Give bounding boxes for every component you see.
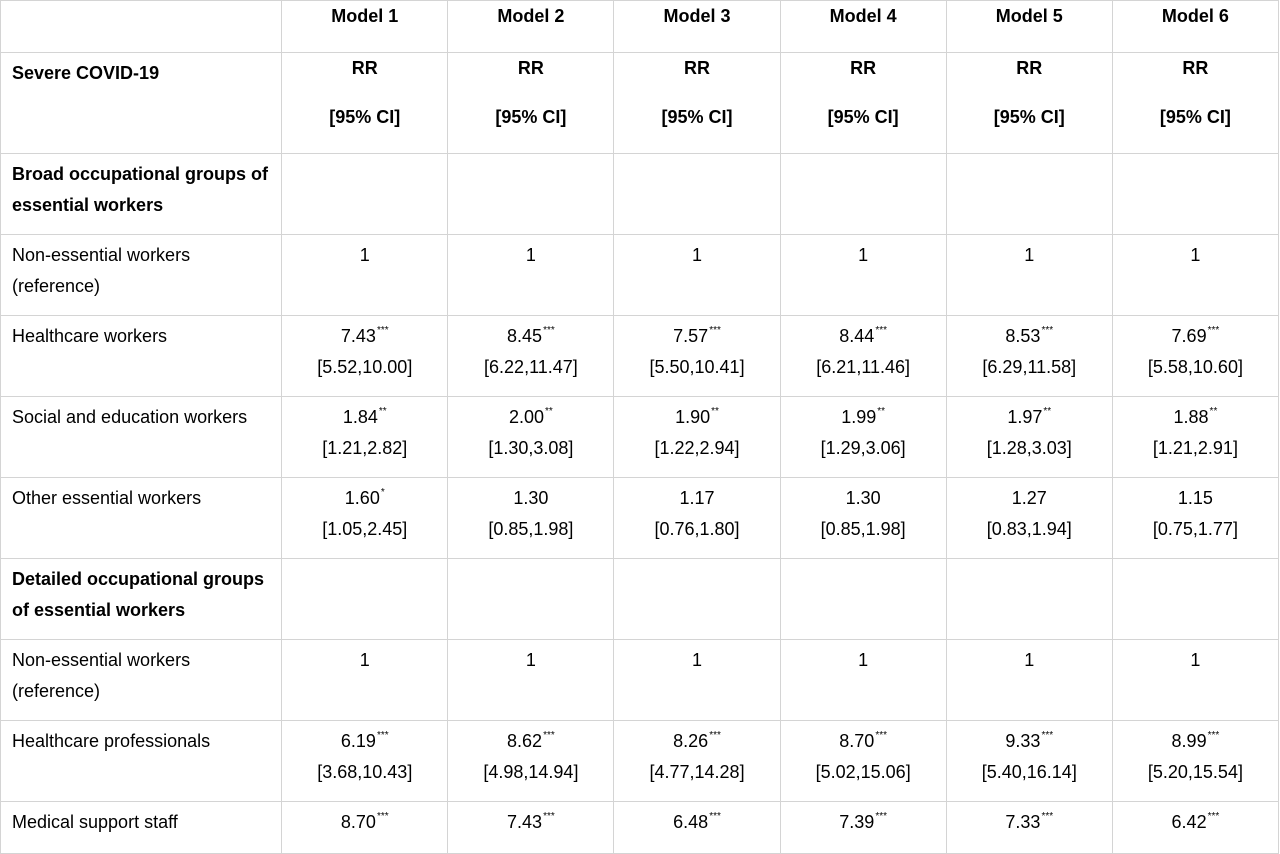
outcome-label: Severe COVID-19: [1, 53, 282, 154]
significance-marker: **: [877, 406, 886, 417]
rr-value: 8.53: [1005, 326, 1041, 346]
significance-marker: ***: [543, 730, 555, 741]
rr-value: 1: [525, 650, 536, 670]
rr-value: 9.33: [1005, 731, 1041, 751]
rr-value: 2.00: [508, 407, 545, 427]
rr-label: RR: [1182, 58, 1209, 78]
estimate-cell: [780, 478, 946, 559]
estimate-line: [448, 726, 613, 757]
empty-cell: [780, 154, 946, 235]
ci-label: [95% CI]: [1159, 107, 1231, 127]
estimate-line: [947, 321, 1112, 352]
rr-value: 7.33: [1005, 812, 1041, 832]
significance-marker: ***: [1041, 325, 1054, 336]
estimate-line: [781, 240, 946, 271]
confidence-interval: [5.50,10.41]: [649, 357, 745, 377]
estimate-cell: [1112, 316, 1278, 397]
estimate-cell: [282, 640, 448, 721]
estimate-line: [781, 726, 946, 757]
rr-value: 7.39: [839, 812, 875, 832]
confidence-interval: [6.21,11.46]: [816, 357, 911, 377]
rr-value: 7.43: [340, 326, 376, 346]
significance-marker: **: [1043, 406, 1052, 417]
estimate-line: [282, 321, 447, 352]
rr-value: 6.48: [673, 812, 709, 832]
model-header: Model 4: [780, 1, 946, 53]
rr-value: 8.45: [507, 326, 543, 346]
rr-value: 1: [692, 245, 703, 265]
table-row: [1, 397, 1279, 478]
rr-value: 6.19: [340, 731, 376, 751]
estimate-line: [1113, 483, 1278, 514]
rr-label: RR: [684, 58, 711, 78]
estimate-line: [781, 321, 946, 352]
table-row: [1, 478, 1279, 559]
table-row: [1, 721, 1279, 802]
stat-header-cell: [282, 53, 448, 154]
rr-value: 1.84: [342, 407, 378, 427]
confidence-interval: [0.76,1.80]: [654, 519, 740, 539]
estimate-cell: [780, 640, 946, 721]
estimate-line: [1113, 726, 1278, 757]
corner-cell: [1, 1, 282, 53]
significance-marker: ***: [1207, 730, 1220, 741]
estimate-line: [614, 807, 779, 838]
table-row: [1, 235, 1279, 316]
estimate-line: [614, 240, 779, 271]
estimate-cell: [448, 478, 614, 559]
significance-marker: ***: [1207, 811, 1220, 822]
rr-label: RR: [351, 58, 378, 78]
rr-value: 1.60: [344, 488, 380, 508]
rr-value: 8.70: [839, 731, 875, 751]
empty-cell: [946, 154, 1112, 235]
rr-value: 8.62: [507, 731, 543, 751]
empty-cell: [448, 559, 614, 640]
estimate-cell: [1112, 397, 1278, 478]
rr-value: 1.90: [675, 407, 711, 427]
estimate-cell: [780, 397, 946, 478]
estimate-cell: [946, 235, 1112, 316]
ci-label: [95% CI]: [329, 107, 401, 127]
rr-value: 1: [1024, 245, 1035, 265]
estimate-line: [614, 726, 779, 757]
empty-cell: [282, 154, 448, 235]
estimate-line: [614, 645, 779, 676]
section-title: Broad occupational groups of essential workers: [1, 154, 282, 235]
estimate-line: [282, 726, 447, 757]
estimate-line: [282, 483, 447, 514]
rr-value: 8.26: [673, 731, 709, 751]
stat-header-row: [1, 53, 1279, 154]
rr-value: 7.69: [1171, 326, 1207, 346]
rr-value: 1.27: [1011, 488, 1047, 508]
estimate-cell: [614, 235, 780, 316]
rr-value: 1: [1190, 650, 1201, 670]
estimate-cell: [1112, 721, 1278, 802]
estimate-line: [282, 645, 447, 676]
rr-value: 1.97: [1007, 407, 1043, 427]
confidence-interval: [1.21,2.91]: [1152, 438, 1238, 458]
ci-label: [95% CI]: [661, 107, 733, 127]
significance-marker: ***: [376, 811, 389, 822]
confidence-interval: [4.98,14.94]: [483, 762, 579, 782]
table-row: [1, 802, 1279, 854]
model-header-row: [1, 1, 1279, 53]
rr-value: 1.88: [1173, 407, 1209, 427]
rr-value: 1: [692, 650, 703, 670]
rr-value: 8.70: [340, 812, 376, 832]
confidence-interval: [5.58,10.60]: [1147, 357, 1243, 377]
estimate-cell: [448, 640, 614, 721]
estimate-line: [947, 240, 1112, 271]
significance-marker: ***: [376, 325, 389, 336]
estimate-cell: [946, 478, 1112, 559]
estimate-line: [1113, 645, 1278, 676]
significance-marker: **: [378, 406, 387, 417]
estimate-cell: [780, 235, 946, 316]
confidence-interval: [0.85,1.98]: [820, 519, 906, 539]
estimate-line: [781, 483, 946, 514]
estimate-line: [282, 402, 447, 433]
estimate-cell: [282, 316, 448, 397]
confidence-interval: [5.40,16.14]: [981, 762, 1077, 782]
estimate-line: [1113, 807, 1278, 838]
rr-value: 1: [858, 650, 869, 670]
model-header: Model 5: [946, 1, 1112, 53]
confidence-interval: [4.77,14.28]: [649, 762, 745, 782]
estimate-line: [448, 483, 613, 514]
estimate-cell: [946, 802, 1112, 854]
confidence-interval: [1.28,3.03]: [986, 438, 1072, 458]
confidence-interval: [0.83,1.94]: [986, 519, 1072, 539]
estimate-cell: [614, 721, 780, 802]
significance-marker: **: [545, 406, 553, 417]
empty-cell: [614, 559, 780, 640]
rr-value: 1: [858, 245, 869, 265]
estimate-cell: [780, 721, 946, 802]
confidence-interval: [3.68,10.43]: [317, 762, 413, 782]
significance-marker: ***: [1041, 730, 1054, 741]
row-label: Medical support staff: [1, 802, 282, 854]
model-header: Model 3: [614, 1, 780, 53]
table-row: [1, 316, 1279, 397]
estimate-line: [448, 807, 613, 838]
estimate-cell: [780, 802, 946, 854]
estimate-line: [614, 483, 779, 514]
estimate-line: [448, 321, 613, 352]
row-label: Social and education workers: [1, 397, 282, 478]
estimate-cell: [1112, 478, 1278, 559]
table-row: [1, 640, 1279, 721]
confidence-interval: [1.30,3.08]: [488, 438, 574, 458]
significance-marker: ***: [376, 730, 389, 741]
estimate-line: [282, 240, 447, 271]
significance-marker: **: [1209, 406, 1218, 417]
empty-cell: [1112, 559, 1278, 640]
ci-label: [95% CI]: [495, 107, 567, 127]
rr-value: 6.42: [1171, 812, 1207, 832]
results-table-body: [1, 1, 1279, 854]
empty-cell: [614, 154, 780, 235]
confidence-interval: [6.22,11.47]: [484, 357, 578, 377]
estimate-cell: [946, 640, 1112, 721]
estimate-cell: [614, 478, 780, 559]
model-header: Model 6: [1112, 1, 1278, 53]
estimate-cell: [780, 316, 946, 397]
estimate-cell: [282, 802, 448, 854]
empty-cell: [282, 559, 448, 640]
estimate-line: [1113, 321, 1278, 352]
significance-marker: **: [711, 406, 719, 417]
stat-header-cell: [780, 53, 946, 154]
rr-value: 7.57: [673, 326, 709, 346]
estimate-cell: [448, 721, 614, 802]
rr-value: 1.99: [841, 407, 877, 427]
estimate-line: [448, 240, 613, 271]
significance-marker: ***: [875, 325, 888, 336]
estimate-cell: [448, 316, 614, 397]
confidence-interval: [5.52,10.00]: [317, 357, 413, 377]
rr-label: RR: [850, 58, 877, 78]
rr-value: 1.30: [513, 488, 549, 508]
significance-marker: ***: [709, 325, 721, 336]
estimate-line: [947, 726, 1112, 757]
significance-marker: ***: [543, 811, 555, 822]
estimate-cell: [1112, 235, 1278, 316]
estimate-cell: [282, 721, 448, 802]
estimate-cell: [448, 235, 614, 316]
estimate-line: [781, 645, 946, 676]
model-header: Model 1: [282, 1, 448, 53]
confidence-interval: [0.75,1.77]: [1152, 519, 1238, 539]
confidence-interval: [1.05,2.45]: [322, 519, 408, 539]
ci-label: [95% CI]: [993, 107, 1065, 127]
stat-header-cell: [614, 53, 780, 154]
section-title: Detailed occupational groups of essential workers: [1, 559, 282, 640]
section-header-row: [1, 154, 1279, 235]
significance-marker: *: [380, 487, 385, 498]
rr-label: RR: [517, 58, 544, 78]
confidence-interval: [1.22,2.94]: [654, 438, 740, 458]
estimate-cell: [614, 316, 780, 397]
rr-value: 1.30: [845, 488, 881, 508]
section-header-row: [1, 559, 1279, 640]
ci-label: [95% CI]: [827, 107, 899, 127]
estimate-cell: [946, 721, 1112, 802]
row-label: Non-essential workers (reference): [1, 640, 282, 721]
empty-cell: [448, 154, 614, 235]
estimate-line: [282, 807, 447, 838]
rr-value: 1.17: [679, 488, 715, 508]
rr-value: 7.43: [507, 812, 543, 832]
stat-header-cell: [448, 53, 614, 154]
empty-cell: [946, 559, 1112, 640]
estimate-line: [614, 321, 779, 352]
significance-marker: ***: [875, 730, 888, 741]
estimate-line: [614, 402, 779, 433]
estimate-cell: [1112, 640, 1278, 721]
estimate-cell: [282, 235, 448, 316]
estimate-cell: [448, 397, 614, 478]
estimate-cell: [946, 397, 1112, 478]
estimate-line: [448, 645, 613, 676]
estimate-line: [1113, 402, 1278, 433]
row-label: Healthcare professionals: [1, 721, 282, 802]
confidence-interval: [5.20,15.54]: [1147, 762, 1243, 782]
significance-marker: ***: [875, 811, 888, 822]
confidence-interval: [0.85,1.98]: [488, 519, 574, 539]
rr-value: 8.99: [1171, 731, 1207, 751]
rr-value: 1: [1024, 650, 1035, 670]
significance-marker: ***: [1207, 325, 1220, 336]
estimate-cell: [614, 640, 780, 721]
estimate-cell: [282, 397, 448, 478]
rr-value: 1.15: [1177, 488, 1213, 508]
rr-value: 8.44: [839, 326, 875, 346]
estimate-cell: [614, 802, 780, 854]
estimate-line: [1113, 240, 1278, 271]
estimate-line: [781, 807, 946, 838]
estimate-cell: [282, 478, 448, 559]
significance-marker: ***: [543, 325, 555, 336]
empty-cell: [1112, 154, 1278, 235]
significance-marker: ***: [709, 730, 721, 741]
confidence-interval: [1.29,3.06]: [820, 438, 906, 458]
estimate-line: [947, 645, 1112, 676]
estimate-cell: [448, 802, 614, 854]
estimate-line: [448, 402, 613, 433]
significance-marker: ***: [709, 811, 721, 822]
row-label: Non-essential workers (reference): [1, 235, 282, 316]
significance-marker: ***: [1041, 811, 1054, 822]
estimate-cell: [614, 397, 780, 478]
rr-value: 1: [359, 650, 370, 670]
confidence-interval: [6.29,11.58]: [982, 357, 1077, 377]
row-label: Other essential workers: [1, 478, 282, 559]
estimate-line: [947, 402, 1112, 433]
rr-value: 1: [359, 245, 370, 265]
estimate-line: [947, 807, 1112, 838]
estimate-cell: [1112, 802, 1278, 854]
stat-header-cell: [946, 53, 1112, 154]
rr-value: 1: [1190, 245, 1201, 265]
confidence-interval: [1.21,2.82]: [322, 438, 408, 458]
model-header: Model 2: [448, 1, 614, 53]
confidence-interval: [5.02,15.06]: [815, 762, 911, 782]
rr-value: 1: [525, 245, 536, 265]
row-label: Healthcare workers: [1, 316, 282, 397]
estimate-cell: [946, 316, 1112, 397]
empty-cell: [780, 559, 946, 640]
estimate-line: [947, 483, 1112, 514]
rr-label: RR: [1016, 58, 1043, 78]
stat-header-cell: [1112, 53, 1278, 154]
estimate-line: [781, 402, 946, 433]
